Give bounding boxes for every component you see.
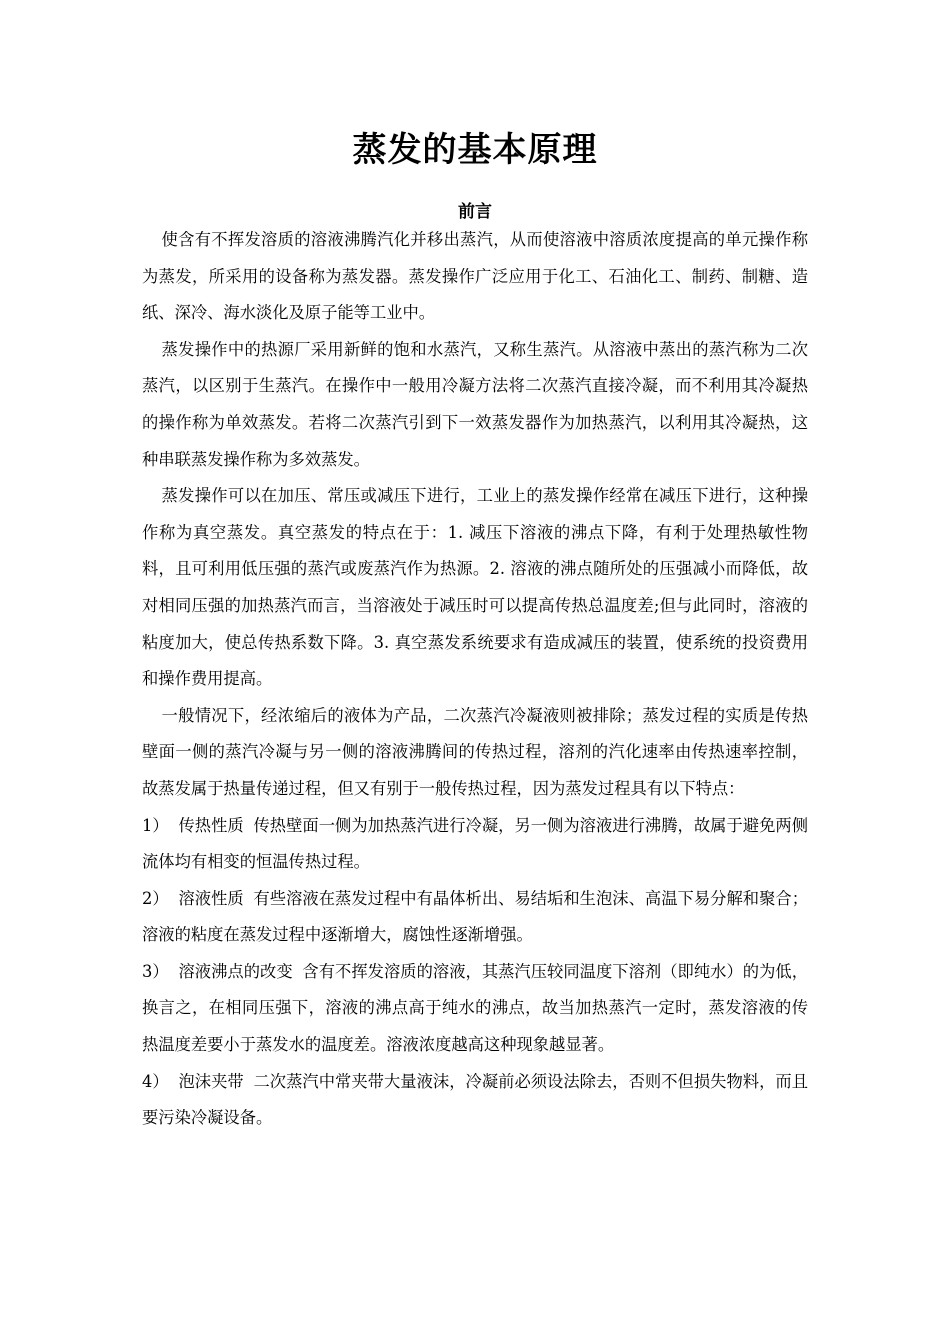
list-item-text: 有些溶液在蒸发过程中有晶体析出、易结垢和生泡沫、高温下易分解和聚合；溶液的粘度在蒸发过程中逐渐增大，腐蚀性逐渐增强。 — [142, 888, 808, 945]
list-item-heading: 泡沫夹带 — [178, 1071, 244, 1091]
list-item-text: 二次蒸汽中常夹带大量液沫，冷凝前必须设法除去，否则不但损失物料，而且要污染冷凝设备。 — [142, 1071, 808, 1128]
list-item-number: 4） — [142, 1071, 169, 1091]
list-item-number: 2） — [142, 888, 169, 908]
list-item — [142, 1064, 808, 1137]
paragraph-characteristics: 一般情况下，经浓缩后的液体为产品，二次蒸汽冷凝液则被排除；蒸发过程的实质是传热壁面一侧的蒸汽冷凝与另一侧的溶液沸腾间的传热过程，溶剂的汽化速率由传热速率控制，故蒸发属于热量传递过程，但又有别于一般传热过程，因为蒸发过程具有以下特点： — [142, 705, 808, 798]
list-item — [142, 808, 808, 881]
list-item-text: 含有不挥发溶质的溶液，其蒸汽压较同温度下溶剂（即纯水）的为低，换言之，在相同压强下，溶液的沸点高于纯水的沸点，故当加热蒸汽一定时，蒸发溶液的传热温度差要小于蒸发水的温度差。溶液浓度越高这种现象越显著。 — [142, 961, 808, 1055]
list-item-heading: 溶液性质 — [178, 888, 244, 908]
list-item — [142, 954, 808, 1064]
document-title: 蒸发的基本原理 — [352, 130, 598, 170]
list-item-heading: 溶液沸点的改变 — [178, 961, 293, 981]
section-heading: 前言 — [458, 202, 492, 222]
list-item-heading: 传热性质 — [178, 815, 244, 835]
paragraph-vacuum-evaporation: 蒸发操作可以在加压、常压或减压下进行，工业上的蒸发操作经常在减压下进行，这种操作称为真空蒸发。真空蒸发的特点在于：1. 减压下溶液的沸点下降，有利于处理热敏性物料，且可利用低压强的蒸汽或废蒸汽作为热源。2. 溶液的沸点随所处的压强减小而降低，故对相同压强的加热蒸汽而言，当溶液处于减压时可以提高传热总温度差;但与此同时，溶液的粘度加大，使总传热系数下降。3. 真空蒸发系统要求有造成减压的装置，使系统的投资费用和操作费用提高。 — [142, 486, 808, 689]
document-body — [142, 222, 808, 1137]
list-item — [142, 881, 808, 954]
list-item-number: 3） — [142, 961, 169, 981]
paragraph-intro: 使含有不挥发溶质的溶液沸腾汽化并移出蒸汽，从而使溶液中溶质浓度提高的单元操作称为蒸发，所采用的设备称为蒸发器。蒸发操作广泛应用于化工、石油化工、制药、制糖、造纸、深冷、海水淡化及原子能等工业中。 — [142, 230, 808, 323]
list-item-number: 1） — [142, 815, 169, 835]
paragraph-heat-source: 蒸发操作中的热源厂采用新鲜的饱和水蒸汽，又称生蒸汽。从溶液中蒸出的蒸汽称为二次蒸汽，以区别于生蒸汽。在操作中一般用冷凝方法将二次蒸汽直接冷凝，而不利用其冷凝热的操作称为单效蒸发。若将二次蒸汽引到下一效蒸发器作为加热蒸汽，以利用其冷凝热，这种串联蒸发操作称为多效蒸发。 — [142, 339, 808, 469]
list-item-text: 传热壁面一侧为加热蒸汽进行冷凝，另一侧为溶液进行沸腾，故属于避免两侧流体均有相变的恒温传热过程。 — [142, 815, 808, 872]
